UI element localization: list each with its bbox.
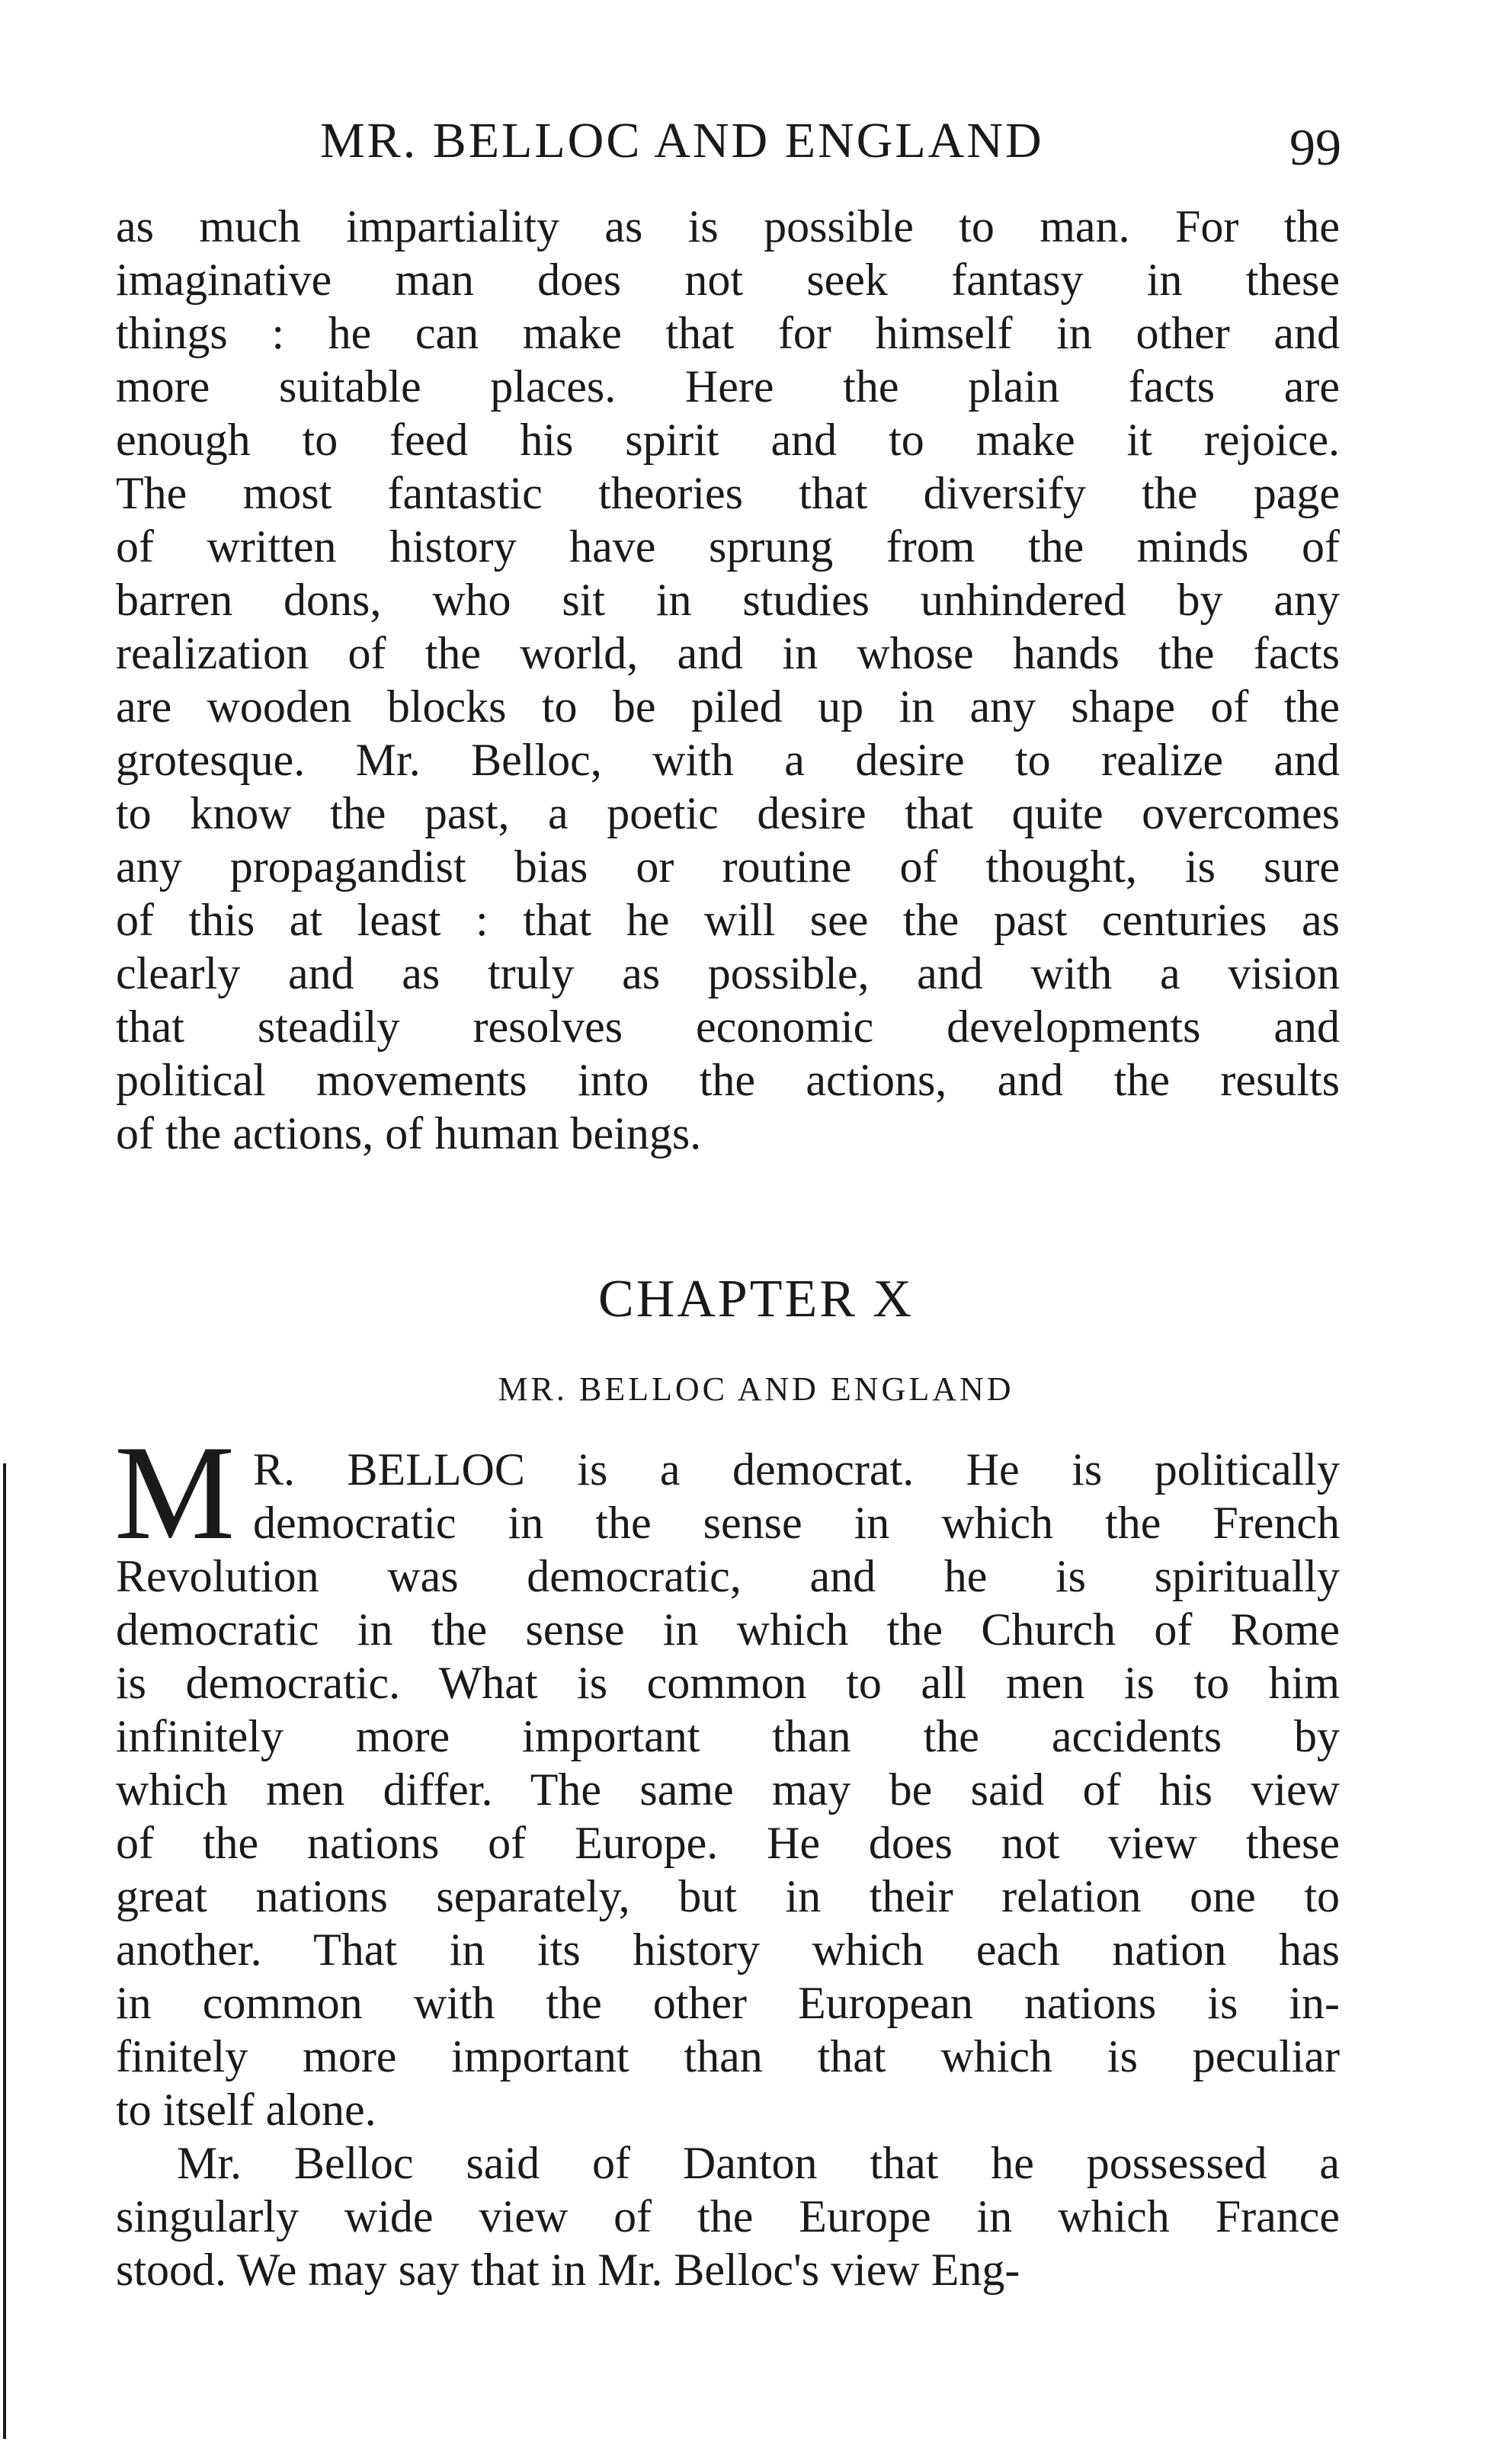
text-line: any propagandist bias or routine of thought, is sure <box>116 841 1340 892</box>
text-line: realization of the world, and in whose hands the facts <box>116 628 1340 678</box>
text-line: to know the past, a poetic desire that quite overcomes <box>116 788 1340 838</box>
text-line: imaginative man does not seek fantasy in these <box>116 255 1340 305</box>
text-line: that steadily resolves economic developments and <box>116 1001 1340 1052</box>
text-line: are wooden blocks to be piled up in any shape of the <box>116 681 1340 732</box>
text-line: in common with the other European nations is in- <box>116 1978 1340 2028</box>
text-line: things : he can make that for himself in other and <box>116 308 1340 358</box>
text-line: Revolution was democratic, and he is spiritually <box>116 1551 1340 1601</box>
text-line: grotesque. Mr. Belloc, with a desire to realize and <box>116 735 1340 785</box>
text-line: another. That in its history which each nation has <box>116 1924 1340 1975</box>
running-header <box>114 107 1341 175</box>
text-line: enough to feed his spirit and to make it rejoice. <box>116 415 1340 465</box>
text-line: Mr. Belloc said of Danton that he possessed a <box>177 2138 1340 2188</box>
text-line: to itself alone. <box>116 2085 376 2135</box>
text-line: as much impartiality as is possible to man. For the <box>116 201 1340 252</box>
text-line: The most fantastic theories that diversify the page <box>116 468 1340 518</box>
text-line: singularly wide view of the Europe in which France <box>116 2191 1340 2242</box>
text-line: democratic in the sense in which the Church of Rome <box>116 1604 1340 1655</box>
text-line: democratic in the sense in which the French <box>253 1498 1340 1548</box>
text-line: barren dons, who sit in studies unhindered by any <box>116 575 1340 625</box>
text-line: infinitely more important than the accidents by <box>116 1711 1340 1761</box>
text-line: of the actions, of human beings. <box>116 1108 702 1158</box>
text-line: of the nations of Europe. He does not view these <box>116 1818 1340 1868</box>
text-line: great nations separately, but in their relation one to <box>116 1871 1340 1921</box>
text-line: stood. We may say that in Mr. Belloc's view Eng- <box>116 2245 1020 2295</box>
text-line: which men differ. The same may be said of his view <box>116 1764 1340 1815</box>
chapter-title: CHAPTER X <box>598 1270 914 1328</box>
page-number: 99 <box>1289 118 1341 176</box>
text-line: is democratic. What is common to all men is to him <box>116 1658 1340 1708</box>
chapter-subtitle: MR. BELLOC AND ENGLAND <box>498 1370 1014 1408</box>
drop-cap: M <box>114 1417 235 1568</box>
running-title: MR. BELLOC AND ENGLAND <box>320 113 1044 168</box>
text-line: more suitable places. Here the plain facts are <box>116 361 1340 412</box>
text-line: political movements into the actions, and the results <box>116 1055 1340 1105</box>
text-line: finitely more important than that which is peculiar <box>116 2031 1340 2081</box>
text-line: of this at least : that he will see the past centuries as <box>116 895 1340 945</box>
text-line: of written history have sprung from the minds of <box>116 521 1340 572</box>
text-line: clearly and as truly as possible, and with a vision <box>116 948 1340 998</box>
binding-edge-rule <box>3 1463 6 2439</box>
text-line: R. BELLOC is a democrat. He is politically <box>253 1444 1340 1495</box>
